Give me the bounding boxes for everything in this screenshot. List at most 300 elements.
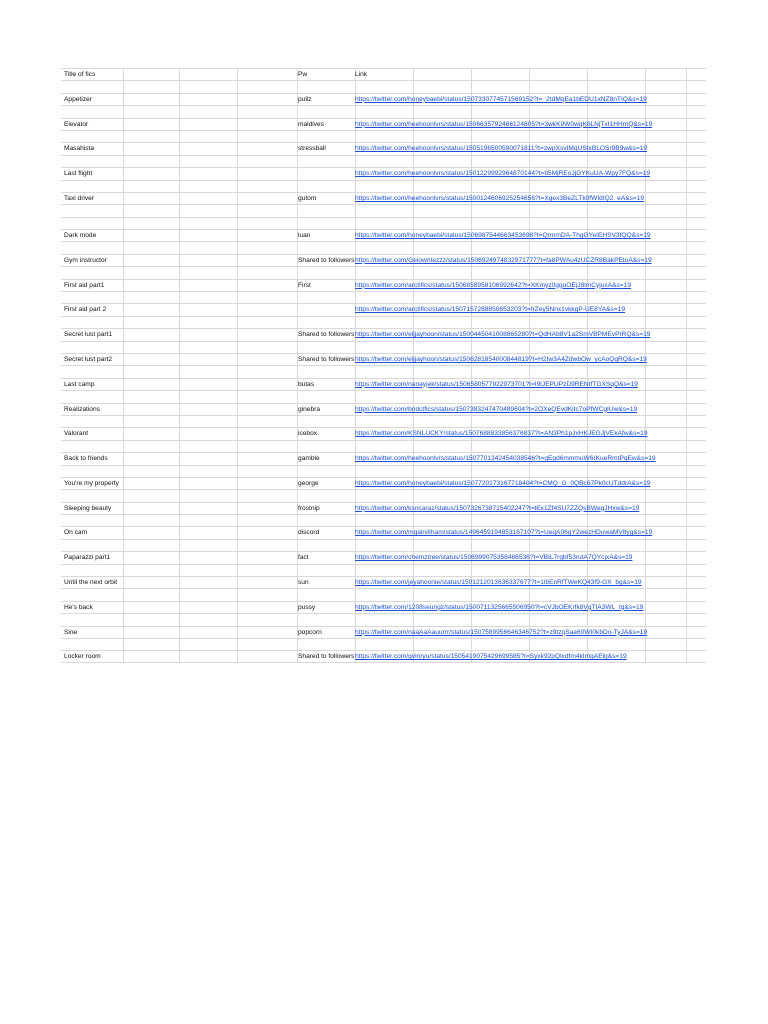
grid-line — [237, 527, 238, 538]
fic-title-cell: Sleeping beauty — [64, 504, 112, 512]
fic-title-cell — [64, 81, 122, 92]
grid-line — [123, 143, 124, 154]
fic-title-cell — [64, 106, 122, 117]
password-cell: Shared to followers — [298, 256, 354, 264]
fic-title-cell: Sine — [64, 628, 78, 636]
header-row — [61, 68, 706, 80]
link-cell[interactable]: https://twitter.com/jeyahoonie/status/1501212013636337677?t=1lbEnRfTWeKQ43f9-GX_bg&s=19 — [355, 579, 642, 587]
password-cell — [298, 416, 354, 427]
grid-line — [686, 69, 687, 80]
link-cell[interactable] — [355, 466, 705, 477]
fic-title-cell — [64, 416, 122, 427]
link-cell[interactable] — [355, 106, 705, 117]
password-cell: sun — [298, 579, 309, 587]
grid-line — [237, 304, 238, 315]
grid-line — [123, 329, 124, 340]
link-cell[interactable]: https://twitter.com/arctifics/status/1507157288850653203?t=frZey5Nnx1vkkgP-UE8YA&s=19 — [355, 306, 626, 314]
table-row — [61, 514, 706, 526]
link-cell[interactable]: https://twitter.com/honeybaebi/status/1507720173167718404?t=CMQ_G_0QBc67Pk0cUTddrA&s=19 — [355, 479, 651, 487]
grid-line — [237, 540, 238, 551]
grid-line — [237, 94, 238, 105]
link-cell[interactable] — [355, 242, 705, 253]
spreadsheet — [61, 68, 706, 663]
password-cell: discord — [298, 529, 320, 537]
grid-line — [179, 156, 180, 167]
fic-title-cell — [64, 515, 122, 526]
fic-title-cell: First aid part 2 — [64, 306, 107, 314]
password-cell — [298, 181, 354, 192]
link-cell[interactable]: https://twitter.com/gvlnryu/status/1505419075429699585?t=Syxk92pQlxdfm4kImgAElg&s=19 — [355, 653, 627, 661]
fic-title-cell — [64, 490, 122, 501]
grid-line — [179, 329, 180, 340]
grid-line — [237, 428, 238, 439]
table-row — [61, 576, 706, 588]
fic-title-cell: Locker room — [64, 653, 101, 661]
table-row — [61, 353, 706, 365]
fic-title-cell: Taxi driver — [64, 194, 95, 202]
grid-line — [123, 317, 124, 328]
link-cell[interactable] — [355, 317, 705, 328]
grid-line — [179, 69, 180, 80]
grid-line — [237, 416, 238, 427]
password-cell: gamble — [298, 455, 320, 463]
fic-title-cell: Realizations — [64, 405, 100, 413]
grid-line — [179, 540, 180, 551]
link-cell[interactable]: https://twitter.com/KSNLUCKY/status/1507688833856376837?t=AN3Ph1pJxHKJEGJjVEkAfw&s=19 — [355, 430, 648, 438]
table-row — [61, 155, 706, 167]
grid-line — [237, 156, 238, 167]
link-cell[interactable] — [355, 205, 705, 216]
header-pw-cell: Pw — [298, 71, 308, 78]
grid-line — [179, 478, 180, 489]
fic-title-cell — [64, 156, 122, 167]
grid-line — [179, 589, 180, 600]
grid-line — [179, 218, 180, 229]
header-link-cell: Link — [355, 71, 368, 78]
fic-title-cell: Valorant — [64, 430, 89, 438]
link-cell[interactable]: https://twitter.com/arctifics/status/1506858958106992642?t=XKmyz0gguOEjJ8lmCyjuxA&s=19 — [355, 281, 631, 289]
link-cell[interactable] — [355, 515, 705, 526]
grid-line — [179, 515, 180, 526]
grid-line — [237, 441, 238, 452]
password-cell — [298, 565, 354, 576]
fic-title-cell — [64, 131, 122, 142]
table-row — [61, 167, 706, 179]
fic-title-cell — [64, 441, 122, 452]
fic-title-cell: You're my property — [64, 479, 119, 487]
table-row — [61, 403, 706, 415]
grid-line — [237, 218, 238, 229]
table-row — [61, 378, 706, 390]
grid-line — [179, 466, 180, 477]
grid-line — [179, 627, 180, 638]
table-row — [61, 142, 706, 154]
password-cell: ginebra — [298, 405, 320, 413]
grid-line — [123, 441, 124, 452]
grid-line — [237, 466, 238, 477]
grid-line — [123, 342, 124, 353]
fic-title-cell — [64, 466, 122, 477]
table-row — [61, 539, 706, 551]
link-cell[interactable]: https://twitter.com/heehoonlvrs/status/1506635792466124805?t=3wkK9W0wqK6LNjTxI1HHmQ&s=19 — [355, 120, 653, 128]
grid-line — [237, 639, 238, 650]
password-cell — [298, 156, 354, 167]
link-cell[interactable]: https://twitter.com/mgalnilIham/status/1496459194853167107?t=UeqA06gY2wezHDuwaMV8yg&s=19 — [355, 529, 653, 537]
table-body — [61, 80, 706, 662]
password-cell: stressball — [298, 145, 326, 153]
fic-title-cell: Last flight — [64, 170, 93, 178]
grid-line — [237, 267, 238, 278]
link-cell[interactable] — [355, 565, 705, 576]
grid-line — [179, 639, 180, 650]
link-cell[interactable] — [355, 181, 705, 192]
grid-line — [123, 614, 124, 625]
grid-line — [123, 428, 124, 439]
link-cell[interactable] — [355, 490, 705, 501]
grid-line — [123, 627, 124, 638]
link-cell[interactable]: https://twitter.com/eljjayhoon/status/1500445041008865280?t=QdHAb8V1a2SmVBPMEvPrRQ&s=19 — [355, 331, 651, 339]
password-cell — [298, 106, 354, 117]
fic-title-cell — [64, 639, 122, 650]
table-row — [61, 638, 706, 650]
link-cell[interactable]: https://twitter.com/eljjayhoon/status/1506281854000844819?t=H2Iw3A4ZdwbOw_ycAoQqRQ&s=19 — [355, 355, 647, 363]
grid-line — [237, 366, 238, 377]
grid-line — [237, 391, 238, 402]
grid-line — [237, 404, 238, 415]
grid-line — [123, 391, 124, 402]
grid-line — [237, 627, 238, 638]
table-row — [61, 279, 706, 291]
link-cell[interactable]: https://twitter.com/chemztree/status/1506999075358486536?t=VBIL7rgbf53rutA7QYcjxA&s=19 — [355, 554, 633, 562]
link-cell[interactable]: https://twitter.com/bndctfics/status/1507383247470489604?t=2OXeQEvdKitc7oPfWCgIUw&s=19 — [355, 405, 638, 413]
grid-line — [123, 280, 124, 291]
fic-title-cell: Last camp — [64, 380, 95, 388]
password-cell: icebox — [298, 430, 318, 438]
grid-line — [123, 230, 124, 241]
grid-line — [237, 317, 238, 328]
table-row — [61, 80, 706, 92]
fic-title-cell — [64, 218, 122, 229]
table-row — [61, 440, 706, 452]
password-cell — [298, 515, 354, 526]
grid-line — [123, 639, 124, 650]
fic-title-cell — [64, 317, 122, 328]
grid-line — [179, 94, 180, 105]
table-row — [61, 316, 706, 328]
grid-line — [123, 453, 124, 464]
grid-line — [237, 181, 238, 192]
grid-line — [123, 168, 124, 179]
link-cell[interactable]: https://twitter.com/heehoonlvrs/status/1501229992964870144?t=b5MjREoJjGYKuUA-Wpy7FQ&s=19 — [355, 170, 651, 178]
link-cell[interactable]: https://twitter.com/nanayjek/status/1506580577922973701?t=I9lJEPUPzD9RENtfTGXSqQ&s=19 — [355, 380, 638, 388]
grid-line — [179, 168, 180, 179]
password-cell: fact — [298, 554, 309, 562]
fic-title-cell — [64, 366, 122, 377]
fic-title-cell: Gym instructor — [64, 256, 107, 264]
grid-line — [123, 181, 124, 192]
grid-line — [179, 81, 180, 92]
table-row — [61, 229, 706, 241]
grid-line — [237, 515, 238, 526]
password-cell: gutom — [298, 194, 317, 202]
grid-line — [179, 490, 180, 501]
password-cell — [298, 218, 354, 229]
table-row — [61, 601, 706, 613]
table-row — [61, 217, 706, 229]
password-cell: maldives — [298, 120, 325, 128]
password-cell — [298, 81, 354, 92]
fic-title-cell: Back to friends — [64, 455, 108, 463]
password-cell: luan — [298, 232, 311, 240]
grid-line — [123, 267, 124, 278]
table-row — [61, 502, 706, 514]
grid-line — [179, 503, 180, 514]
link-cell[interactable]: https://twitter.com/honeybaebi/status/1507330774571569152?t=_2tdMqEa1bEDU1xNZ8nTIQ&s=19 — [355, 95, 647, 103]
grid-line — [123, 515, 124, 526]
password-cell — [298, 131, 354, 142]
link-cell[interactable] — [355, 540, 705, 551]
grid-line — [123, 379, 124, 390]
grid-line — [179, 342, 180, 353]
password-cell — [298, 391, 354, 402]
grid-line — [123, 466, 124, 477]
link-cell[interactable]: https://twitter.com/honeybaebi/status/1506987544663453698?t=QrmmDA-ThgGYeIEHSV3fQQ&s=19 — [355, 232, 651, 240]
grid-line — [237, 342, 238, 353]
password-cell: pullz — [298, 95, 312, 103]
password-cell: popcorn — [298, 628, 322, 636]
grid-line — [237, 354, 238, 365]
link-cell[interactable]: https://twitter.com/naaAaAauurrr/status/1507589956646346752?t=z9tzqSaa60WI0kbDo-TyJA&s=19 — [355, 628, 648, 636]
table-row — [61, 427, 706, 439]
link-cell[interactable] — [355, 267, 705, 278]
password-cell — [298, 639, 354, 650]
grid-line — [123, 565, 124, 576]
grid-line — [179, 255, 180, 266]
table-row — [61, 303, 706, 315]
table-row — [61, 291, 706, 303]
fic-title-cell: Secret lust part1 — [64, 331, 113, 339]
grid-line — [179, 527, 180, 538]
grid-line — [179, 441, 180, 452]
password-cell — [298, 614, 354, 625]
grid-line — [237, 565, 238, 576]
link-cell[interactable] — [355, 342, 705, 353]
grid-line — [123, 503, 124, 514]
password-cell: pussy — [298, 603, 316, 611]
fic-title-cell — [64, 205, 122, 216]
table-row — [61, 341, 706, 353]
grid-line — [179, 391, 180, 402]
password-cell: Shared to followers — [298, 653, 354, 661]
grid-line — [179, 416, 180, 427]
grid-line — [179, 614, 180, 625]
grid-line — [123, 242, 124, 253]
link-cell[interactable] — [355, 639, 705, 650]
grid-line — [179, 354, 180, 365]
table-row — [61, 328, 706, 340]
grid-line — [123, 69, 124, 80]
link-cell[interactable]: https://twitter.com/Geiowritezzz/status/1506924974832971777?t=fa8PWAu4zUCZR8BakPEtoA&s=19 — [355, 256, 652, 264]
grid-line — [237, 69, 238, 80]
link-cell[interactable] — [355, 441, 705, 452]
grid-line — [123, 156, 124, 167]
link-cell[interactable]: https://twitter.com/heehoonlvrs/status/1500124606925254656?t=Xgex3BeZLTk0fWIdIQ2_eA&s=19 — [355, 194, 645, 202]
fic-title-cell — [64, 391, 122, 402]
password-cell — [298, 317, 354, 328]
link-cell[interactable] — [355, 156, 705, 167]
password-cell: Shared to followers — [298, 355, 354, 363]
grid-line — [587, 69, 588, 80]
grid-line — [237, 379, 238, 390]
table-row — [61, 489, 706, 501]
link-cell[interactable] — [355, 614, 705, 625]
password-cell: First — [298, 281, 311, 289]
table-row — [61, 105, 706, 117]
fic-title-cell — [64, 565, 122, 576]
password-cell: Shared to followers — [298, 331, 354, 339]
link-cell[interactable] — [355, 416, 705, 427]
grid-line — [237, 490, 238, 501]
grid-line — [237, 589, 238, 600]
table-row — [61, 241, 706, 253]
link-cell[interactable] — [355, 391, 705, 402]
link-cell[interactable] — [355, 366, 705, 377]
table-row — [61, 526, 706, 538]
fic-title-cell: First aid part1 — [64, 281, 105, 289]
fic-title-cell: On cam — [64, 529, 88, 537]
grid-line — [179, 453, 180, 464]
grid-line — [179, 181, 180, 192]
grid-line — [237, 131, 238, 142]
fic-title-cell: Paparazzi part1 — [64, 554, 111, 562]
password-cell — [298, 267, 354, 278]
link-cell[interactable] — [355, 218, 705, 229]
fic-title-cell: Masahista — [64, 145, 95, 153]
link-cell[interactable]: https://twitter.com/ksncaraz/status/1507326738715402247?t=lEx1Zf4SU7ZZQsBWegJHxw&s=19 — [355, 504, 640, 512]
fic-title-cell — [64, 540, 122, 551]
grid-line — [237, 168, 238, 179]
grid-line — [123, 81, 124, 92]
grid-line — [123, 119, 124, 130]
table-row — [61, 588, 706, 600]
password-cell — [298, 490, 354, 501]
grid-line — [123, 205, 124, 216]
grid-line — [179, 267, 180, 278]
fic-title-cell — [64, 589, 122, 600]
fic-title-cell: He's back — [64, 603, 93, 611]
grid-line — [123, 193, 124, 204]
grid-line — [123, 404, 124, 415]
table-row — [61, 650, 706, 662]
grid-line — [179, 565, 180, 576]
grid-line — [237, 614, 238, 625]
grid-line — [123, 304, 124, 315]
grid-line — [179, 379, 180, 390]
fic-title-cell — [64, 292, 122, 303]
grid-line — [123, 366, 124, 377]
link-cell[interactable] — [355, 589, 705, 600]
grid-line — [179, 205, 180, 216]
table-row — [61, 390, 706, 402]
grid-line — [123, 255, 124, 266]
grid-line — [123, 602, 124, 613]
table-row — [61, 130, 706, 142]
fic-title-cell — [64, 267, 122, 278]
link-cell[interactable] — [355, 292, 705, 303]
grid-line — [237, 453, 238, 464]
grid-line — [179, 131, 180, 142]
grid-line — [179, 230, 180, 241]
grid-line — [123, 552, 124, 563]
password-cell — [298, 304, 354, 315]
password-cell: frostnip — [298, 504, 320, 512]
grid-line — [237, 478, 238, 489]
fic-title-cell: Dark mode — [64, 232, 97, 240]
grid-line — [237, 577, 238, 588]
header-title-cell: Title of fics — [64, 71, 96, 78]
table-row — [61, 626, 706, 638]
grid-line — [237, 292, 238, 303]
link-cell[interactable]: https://twitter.com/heehoonlvrs/status/1505196500590071811?t=zwpXsvIMqUStxBLOSr9B9w&s=19 — [355, 145, 648, 153]
link-cell[interactable] — [355, 131, 705, 142]
grid-line — [179, 292, 180, 303]
grid-line — [179, 602, 180, 613]
grid-line — [237, 81, 238, 92]
link-cell[interactable] — [355, 81, 705, 92]
fic-title-cell — [64, 614, 122, 625]
grid-line — [237, 503, 238, 514]
table-row — [61, 477, 706, 489]
grid-line — [123, 131, 124, 142]
password-cell — [298, 168, 354, 179]
fic-title-cell: Elevator — [64, 120, 89, 128]
grid-line — [123, 651, 124, 661]
grid-line — [179, 404, 180, 415]
grid-line — [123, 540, 124, 551]
grid-line — [123, 218, 124, 229]
grid-line — [123, 589, 124, 600]
grid-line — [179, 577, 180, 588]
link-cell[interactable]: https://twitter.com/heehoonlvrs/status/1507701342454038546?t=gEgd6mmmuW6rKueRmtPqEw&s=19 — [355, 455, 656, 463]
grid-line — [179, 143, 180, 154]
password-cell — [298, 540, 354, 551]
grid-line — [123, 292, 124, 303]
password-cell: george — [298, 479, 319, 487]
grid-line — [237, 602, 238, 613]
password-cell — [298, 466, 354, 477]
link-cell[interactable]: https://twitter.com/1208seungz/status/1500711325665506950?t=cVJbOEKrfk8VgTIA3WL_tg&s=19 — [355, 603, 644, 611]
grid-line — [529, 69, 530, 80]
table-row — [61, 93, 706, 105]
fic-title-cell: Until the next orbit — [64, 579, 118, 587]
table-row — [61, 365, 706, 377]
table-row — [61, 204, 706, 216]
grid-line — [123, 527, 124, 538]
table-row — [61, 551, 706, 563]
grid-line — [237, 329, 238, 340]
grid-line — [179, 304, 180, 315]
password-cell — [298, 242, 354, 253]
fic-title-cell — [64, 181, 122, 192]
table-row — [61, 452, 706, 464]
fic-title-cell: Secret lust part2 — [64, 355, 113, 363]
grid-line — [237, 193, 238, 204]
fic-title-cell: Appetizer — [64, 95, 92, 103]
grid-line — [179, 317, 180, 328]
grid-line — [179, 280, 180, 291]
table-row — [61, 180, 706, 192]
grid-line — [237, 106, 238, 117]
